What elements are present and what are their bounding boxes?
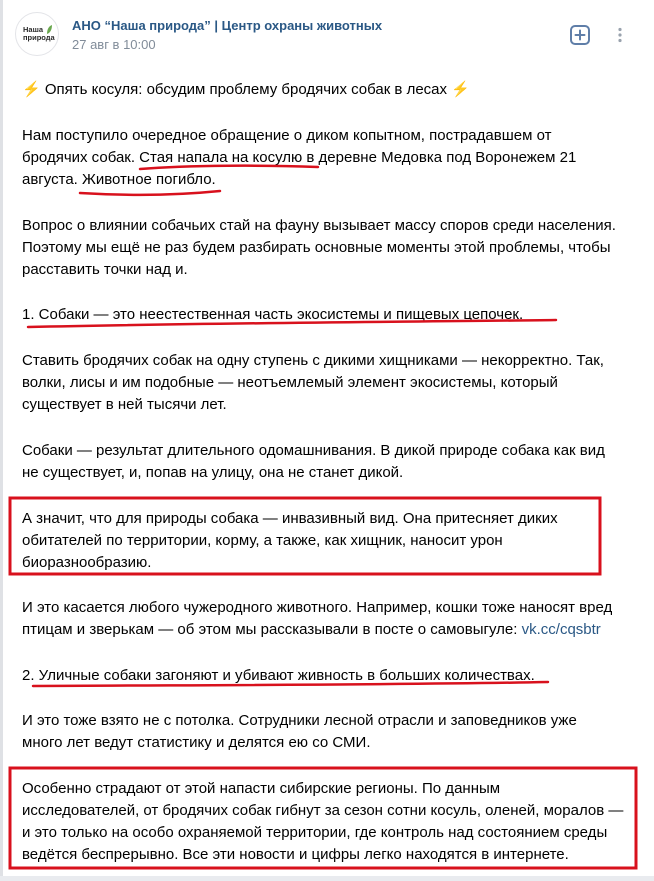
text-line: не существует, и, попав на улицу, она не станет дикой.	[22, 464, 404, 481]
text-line: А значит, что для природы собака — инвазивный вид. Она притесняет диких	[22, 510, 558, 527]
lightning-icon: ⚡	[451, 81, 470, 98]
text-line: И это касается любого чужеродного животного. Например, кошки тоже наносят вред	[22, 599, 613, 616]
text-line: Ставить бродячих собак на одну ступень с дикими хищниками — некорректно. Так,	[22, 352, 604, 369]
text-line-with-link	[22, 619, 601, 641]
text-line: Нам поступило очередное обращение о диком копытном, пострадавшем от	[22, 127, 552, 144]
group-avatar[interactable]	[15, 12, 59, 56]
text-line: исследователей, от бродячих собак гибнут за сезон сотни косуль, оленей, моралов —	[22, 802, 624, 819]
text-line: Вопрос о влиянии собачьих стай на фауну вызывает массу споров среди населения.	[22, 217, 616, 234]
text-line: существует в ней тысячи лет.	[22, 396, 227, 413]
page-bottom-edge	[0, 876, 654, 881]
post-date[interactable]: 27 авг в 10:00	[72, 37, 156, 52]
text-line: И это тоже взято не с потолка. Сотрудники лесной отрасли и заповедников уже	[22, 712, 577, 729]
text-line: обитателей по территории, корму, а также, как хищник, наносит урон	[22, 532, 503, 549]
lightning-icon: ⚡	[22, 81, 41, 98]
page-left-edge	[0, 0, 3, 881]
text-line: много лет ведут статистику и делятся ею со СМИ.	[22, 734, 371, 751]
section-heading-1: 1. Собаки — это неестественная часть экосистемы и пищевых цепочек.	[22, 306, 524, 323]
leaf-icon	[46, 25, 53, 35]
text-line: Особенно страдают от этой напасти сибирские регионы. По данным	[22, 780, 501, 797]
avatar-logo-text: Наша природа	[23, 25, 55, 42]
text-line: волки, лисы и им подобные — неотъемлемый элемент экосистемы, который	[22, 374, 558, 391]
text-line: августа. Животное погибло.	[22, 171, 216, 188]
text-line: и это только на особо охраняемой территории, где контроль над состоянием среды	[22, 824, 608, 841]
post-link[interactable]: vk.cc/cqsbtr	[521, 621, 601, 638]
red-underline-stroke	[80, 191, 220, 195]
group-name-link[interactable]: АНО “Наша природа” | Центр охраны животных	[72, 18, 383, 33]
text-line: расставить точки над и.	[22, 261, 188, 278]
post-title-line	[22, 79, 470, 101]
text-line: Собаки — результат длительного одомашнивания. В дикой природе собака как вид	[22, 442, 605, 459]
section-heading-2: 2. Уличные собаки загоняют и убивают живность в больших количествах.	[22, 667, 535, 684]
post-header	[0, 0, 654, 62]
plus-square-icon[interactable]	[569, 24, 591, 46]
text-line: биоразнообразию.	[22, 554, 152, 571]
text-line: ведётся беспрерывно. Все эти новости и цифры легко находятся в интернете.	[22, 846, 569, 863]
text-line: Поэтому мы ещё не раз будем разбирать основные моменты этой проблемы, чтобы	[22, 239, 611, 256]
more-vertical-icon[interactable]	[612, 27, 628, 43]
text-fragment: птицам и зверькам — об этом мы рассказывали в посте о самовыгуле:	[22, 621, 518, 638]
post-title: Опять косуля: обсудим проблему бродячих собак в лесах	[44, 81, 448, 98]
text-line: бродячих собак. Стая напала на косулю в деревне Медовка под Воронежем 21	[22, 149, 577, 166]
